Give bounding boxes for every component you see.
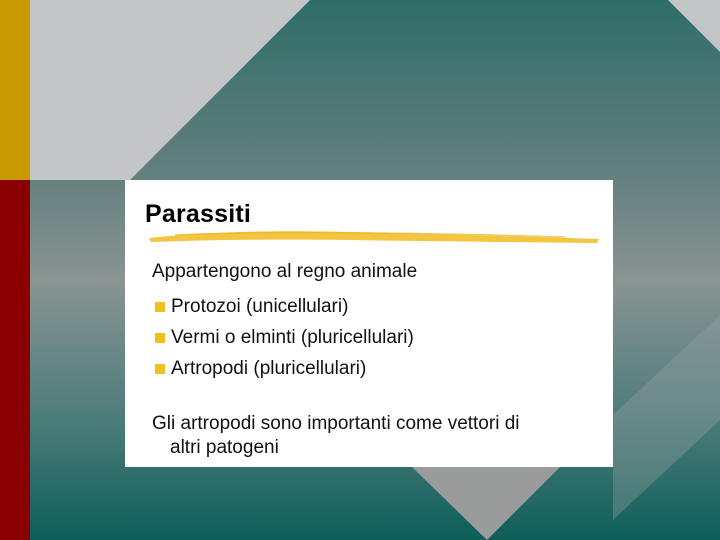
- intro-text: Appartengono al regno animale: [152, 261, 418, 282]
- list-item: [155, 322, 414, 353]
- gold-side-bar: [0, 0, 30, 180]
- note-line-2: altri patogeni: [170, 437, 279, 458]
- list-item: [155, 353, 414, 384]
- title-brush-underline: [145, 226, 605, 248]
- note-line-1: Gli artropodi sono importanti come vettori di: [152, 413, 520, 434]
- bg-gray-band-right: [613, 315, 720, 520]
- note-paragraph: [140, 412, 592, 460]
- bullet-list: [155, 291, 414, 384]
- content-card: [125, 180, 613, 467]
- bg-gray-wedge-top-right: [668, 0, 720, 52]
- bg-gray-wedge-top-left: [30, 0, 310, 180]
- bullet-text: Artropodi (pluricellulari): [171, 357, 367, 379]
- bg-gray-diamond-bottom: [412, 467, 560, 540]
- list-item: [155, 291, 414, 322]
- slide-title: Parassiti: [145, 200, 252, 228]
- square-bullet-icon: [155, 333, 165, 343]
- red-side-bar: [0, 180, 30, 540]
- square-bullet-icon: [155, 302, 165, 312]
- bullet-text: Protozoi (unicellulari): [171, 295, 349, 317]
- bullet-text: Vermi o elminti (pluricellulari): [171, 326, 414, 348]
- square-bullet-icon: [155, 364, 165, 374]
